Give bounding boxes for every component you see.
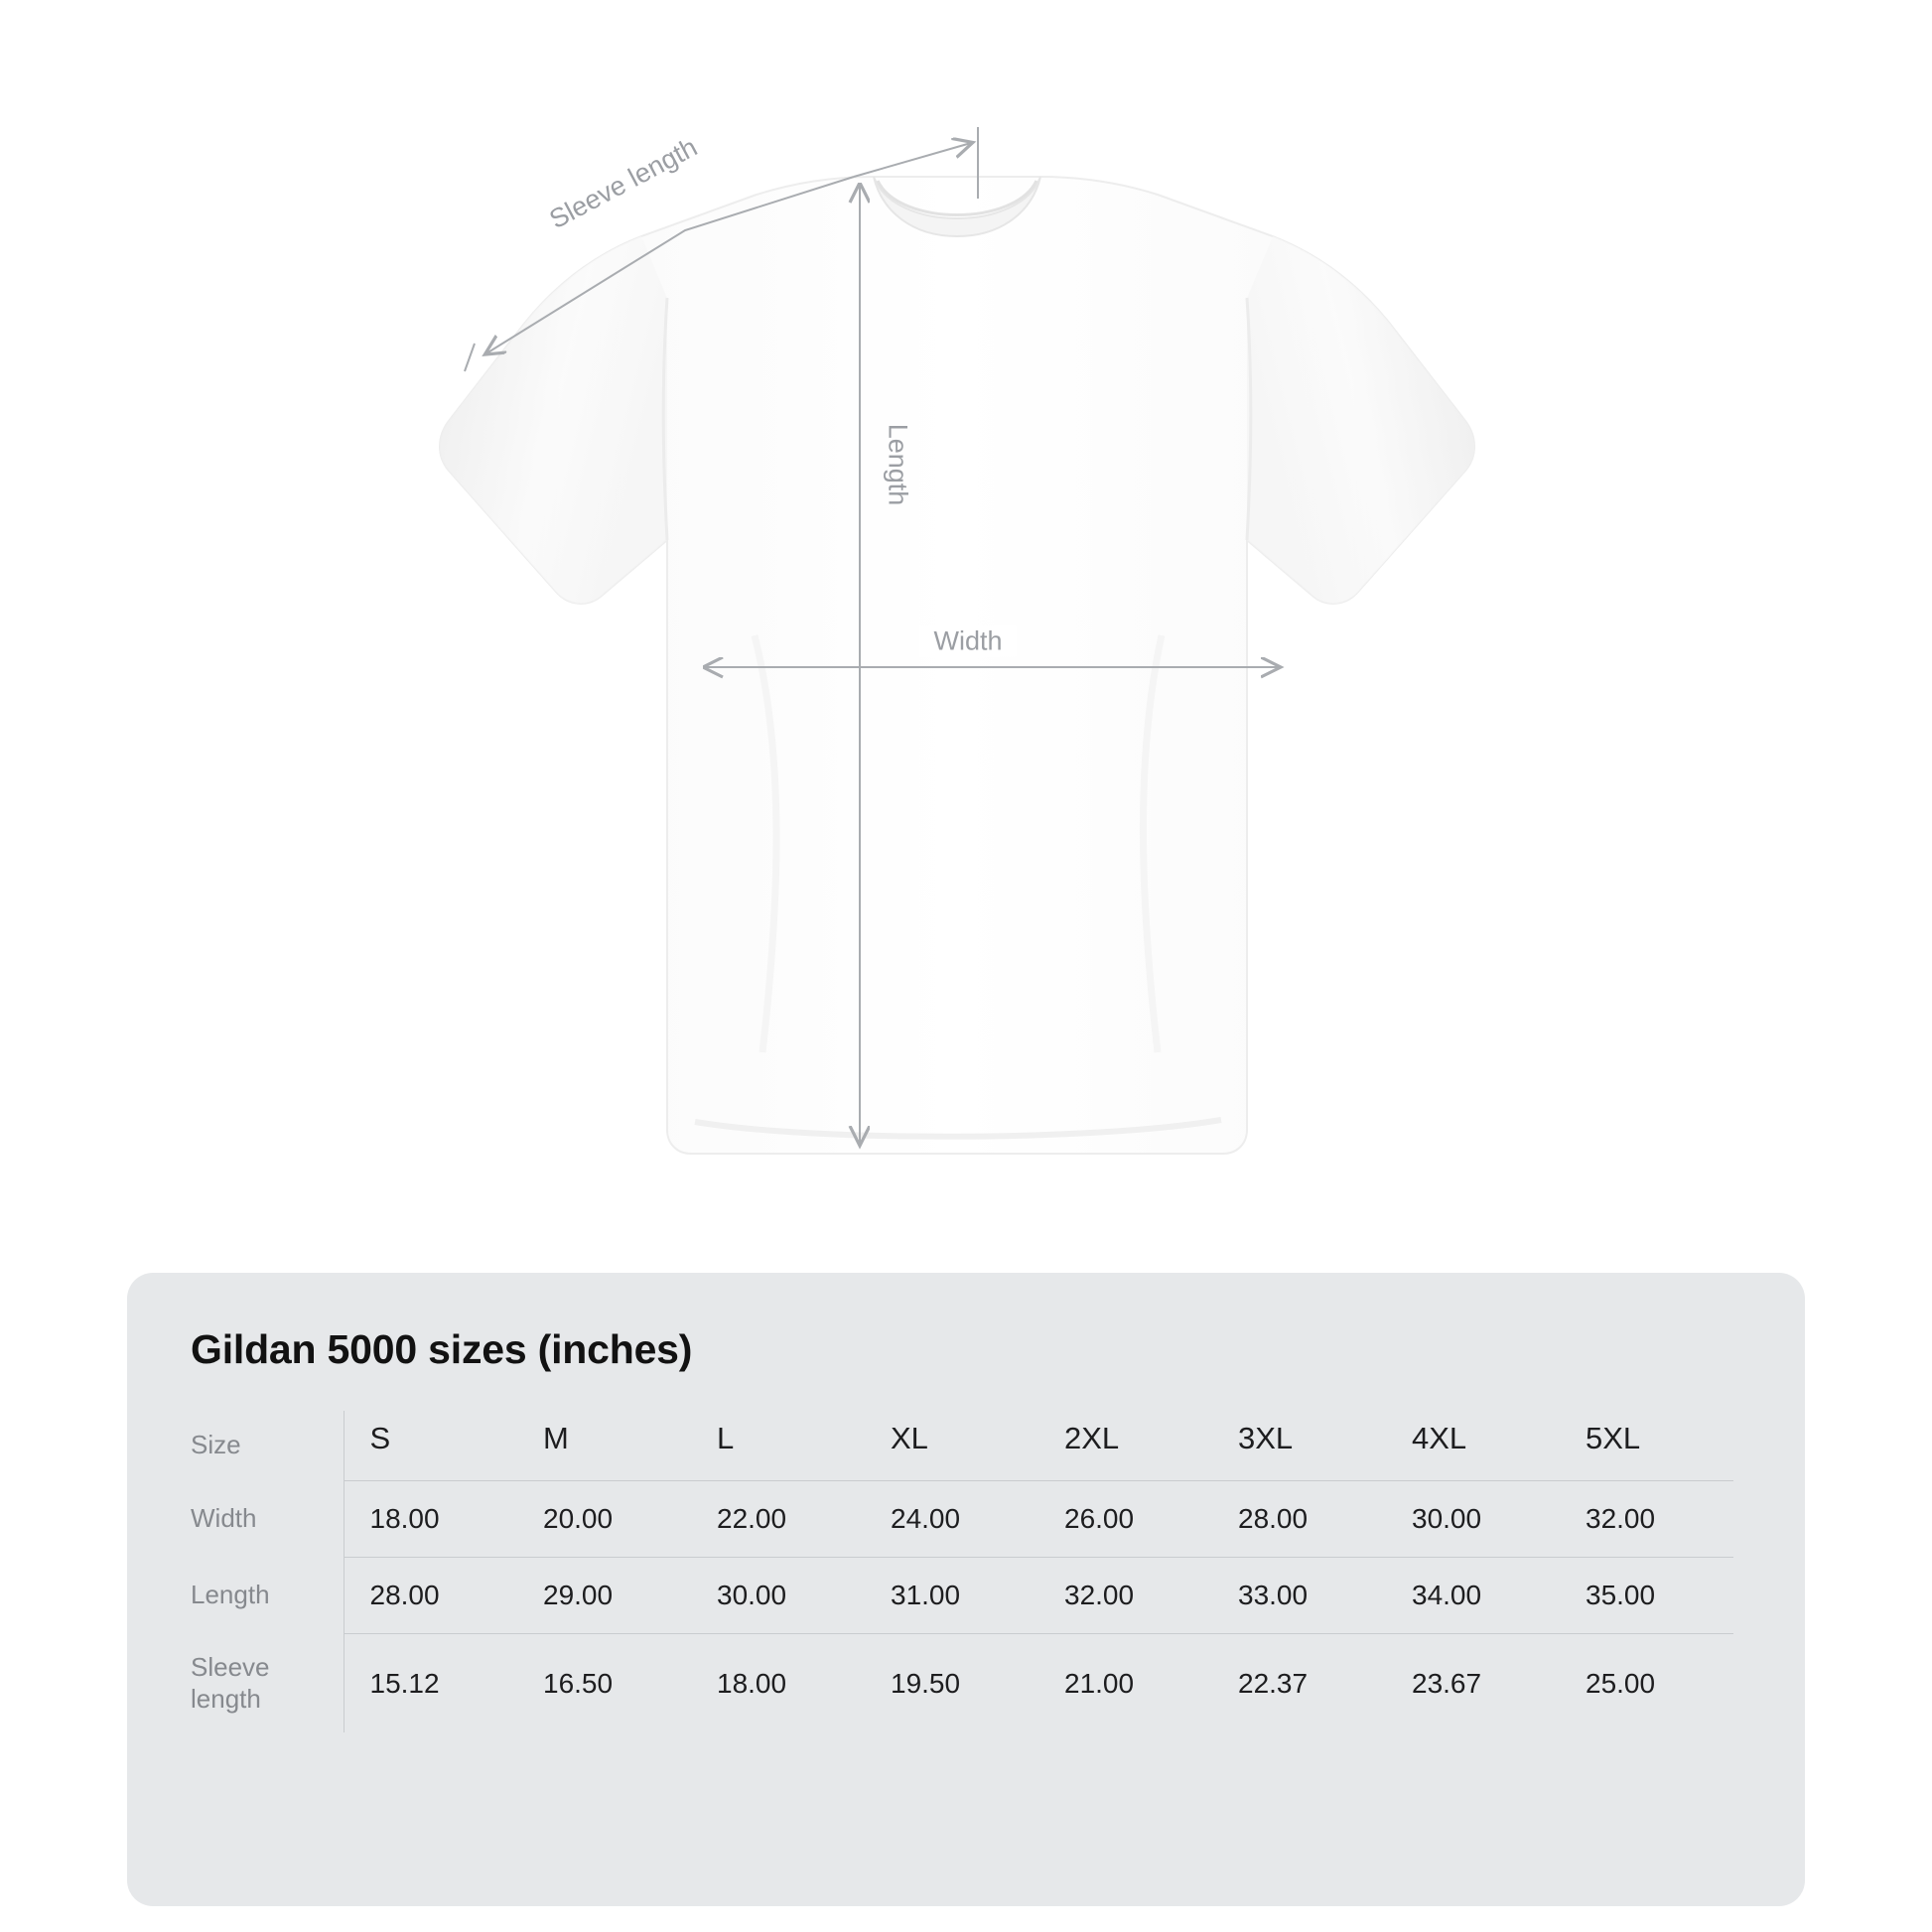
- row-label-sleeve-length: Sleeve length: [185, 1634, 344, 1733]
- cell-length-l: 30.00: [691, 1558, 865, 1634]
- cell-length-2xl: 32.00: [1038, 1558, 1212, 1634]
- cell-width-xl: 24.00: [865, 1481, 1038, 1558]
- column-header-4xl: 4XL: [1412, 1421, 1467, 1455]
- sleeve-length-label: Sleeve length: [544, 131, 703, 235]
- column-header-l: L: [717, 1421, 735, 1455]
- cell-width-2xl: 26.00: [1038, 1481, 1212, 1558]
- table-row: [185, 1558, 1733, 1634]
- row-label-width: Width: [185, 1481, 344, 1558]
- cell-width-3xl: 28.00: [1212, 1481, 1386, 1558]
- cell-width-s: 18.00: [344, 1481, 517, 1558]
- row-label-length: Length: [185, 1558, 344, 1634]
- column-header-s: S: [369, 1421, 391, 1455]
- cell-sleeve-xl: 19.50: [865, 1634, 1038, 1733]
- cell-length-s: 28.00: [344, 1558, 517, 1634]
- cell-length-4xl: 34.00: [1386, 1558, 1560, 1634]
- table-row: [185, 1481, 1733, 1558]
- cell-sleeve-3xl: 22.37: [1212, 1634, 1386, 1733]
- table-header-row: [185, 1411, 1733, 1481]
- size-chart-table: [185, 1411, 1733, 1732]
- cell-sleeve-l: 18.00: [691, 1634, 865, 1733]
- table-row: [185, 1634, 1733, 1733]
- cell-sleeve-5xl: 25.00: [1560, 1634, 1733, 1733]
- cell-length-3xl: 33.00: [1212, 1558, 1386, 1634]
- cell-length-xl: 31.00: [865, 1558, 1038, 1634]
- size-chart-card: [127, 1273, 1805, 1906]
- cell-width-m: 20.00: [517, 1481, 691, 1558]
- column-header-3xl: 3XL: [1238, 1421, 1294, 1455]
- column-header-2xl: 2XL: [1064, 1421, 1120, 1455]
- column-header-m: M: [543, 1421, 569, 1455]
- size-chart-title: Gildan 5000 sizes (inches): [191, 1326, 693, 1372]
- tshirt-shape: [440, 177, 1474, 1154]
- width-label: Width: [919, 626, 1016, 657]
- cell-length-5xl: 35.00: [1560, 1558, 1733, 1634]
- column-header-xl: XL: [891, 1421, 928, 1455]
- length-label: Length: [883, 423, 913, 506]
- cell-width-4xl: 30.00: [1386, 1481, 1560, 1558]
- header-size: Size: [185, 1411, 344, 1481]
- cell-sleeve-m: 16.50: [517, 1634, 691, 1733]
- cell-sleeve-4xl: 23.67: [1386, 1634, 1560, 1733]
- cell-width-l: 22.00: [691, 1481, 865, 1558]
- cell-width-5xl: 32.00: [1560, 1481, 1733, 1558]
- cell-sleeve-s: 15.12: [344, 1634, 517, 1733]
- cell-sleeve-2xl: 21.00: [1038, 1634, 1212, 1733]
- column-header-5xl: 5XL: [1586, 1421, 1641, 1455]
- cell-length-m: 29.00: [517, 1558, 691, 1634]
